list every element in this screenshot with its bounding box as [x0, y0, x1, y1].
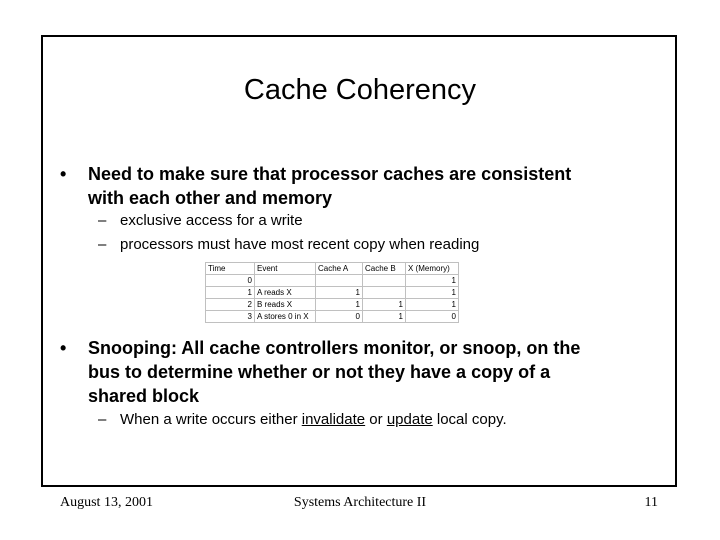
table-cell: 2 [206, 299, 255, 311]
table-cell: 1 [363, 299, 406, 311]
table-cell: 0 [316, 311, 363, 323]
sub-bullet-exclusive: – exclusive access for a write [98, 209, 303, 233]
bullet-coherency [60, 162, 660, 210]
table-cell: 1 [406, 299, 459, 311]
table-cell: 1 [406, 287, 459, 299]
header-cell: Cache B [363, 263, 406, 275]
table-cell [316, 275, 363, 287]
table-cell [363, 287, 406, 299]
footer-course: Systems Architecture II [293, 495, 427, 510]
table-cell: 1 [406, 275, 459, 287]
sub-bullet-write-policy: – When a write occurs either invalidate or update local copy. [98, 408, 507, 432]
table-row [206, 275, 459, 287]
header-cell: Time [206, 263, 255, 275]
table-row [206, 287, 459, 299]
sub-marker: – [98, 236, 107, 253]
table-cell [363, 275, 406, 287]
bullet-text: Need to make sure that processor caches are consistent with each other and memory [88, 164, 572, 208]
bullet-marker: • [60, 338, 67, 358]
footer-page-number: 11 [644, 495, 658, 510]
table-cell: 0 [206, 275, 255, 287]
table-cell: A stores 0 in X [255, 311, 316, 323]
header-cell: Event [255, 263, 316, 275]
table-cell: 1 [363, 311, 406, 323]
footer-date: August 13, 2001 [60, 495, 153, 510]
slide-title: Cache Coherency [243, 74, 477, 106]
bullet-marker: • [60, 164, 67, 184]
table-cell: 1 [316, 299, 363, 311]
sub-marker: – [98, 411, 107, 428]
bullet-text: Snooping: All cache controllers monitor, or snoop, on the bus to determine whether or not they have a copy of a shared block [88, 338, 581, 406]
table-cell: B reads X [255, 299, 316, 311]
table-cell: 1 [206, 287, 255, 299]
update-term: update [386, 411, 433, 428]
table-cell: 0 [406, 311, 459, 323]
sub-bullet-recent-copy: – processors must have most recent copy when reading [98, 233, 479, 257]
table-cell [255, 275, 316, 287]
table-cell: A reads X [255, 287, 316, 299]
table-cell: 3 [206, 311, 255, 323]
memory-state-table [205, 262, 459, 323]
header-cell: X (Memory) [406, 263, 459, 275]
table-header-row [206, 263, 459, 275]
table-row [206, 299, 459, 311]
table-row [206, 311, 459, 323]
header-cell: Cache A [316, 263, 363, 275]
table-cell: 1 [316, 287, 363, 299]
invalidate-term: invalidate [301, 411, 366, 428]
sub-marker: – [98, 212, 107, 229]
bullet-snooping [60, 336, 660, 408]
